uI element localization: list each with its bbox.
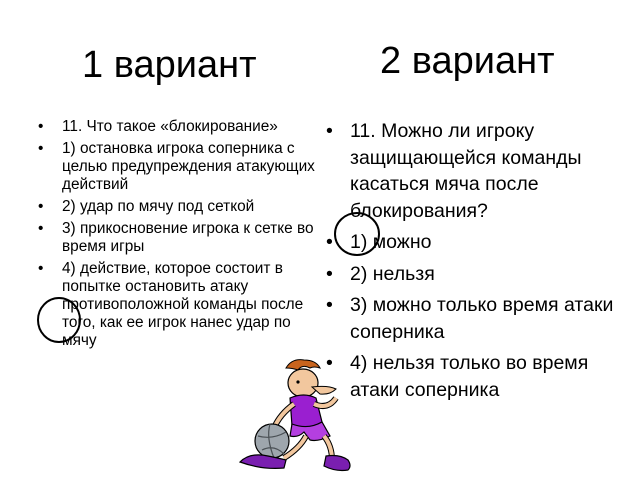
variant1-answer-3: • 3) прикосновение игрока к сетке во время игры: [62, 220, 322, 256]
variant2-answer-4: • 4) нельзя только во время атаки соперника: [350, 350, 622, 403]
variant1-question: • 11. Что такое «блокирование»: [62, 118, 322, 136]
variant2-list: [350, 118, 622, 408]
variant1-answer-1: • 1) остановка игрока соперника с целью предупреждения атакующих действий: [62, 140, 322, 194]
variant2-question: • 11. Можно ли игроку защищающейся команды касаться мяча после блокирования?: [350, 118, 622, 224]
variant1-answer-2: • 2) удар по мячу под сеткой: [62, 198, 322, 216]
variant1-list: [62, 118, 322, 354]
variant2-answer-3: • 3) можно только время атаки соперника: [350, 292, 622, 345]
variant1-answer-4: • 4) действие, которое состоит в попытке остановить атаку противоположной команды после того, как ее игрок нанес удар по мячу: [62, 260, 322, 350]
variant2-answer-1: • 1) можно: [350, 229, 622, 256]
variant1-title: 1 вариант: [82, 44, 257, 86]
variant2-title: 2 вариант: [380, 40, 555, 82]
variant2-answer-2: • 2) нельзя: [350, 261, 622, 288]
